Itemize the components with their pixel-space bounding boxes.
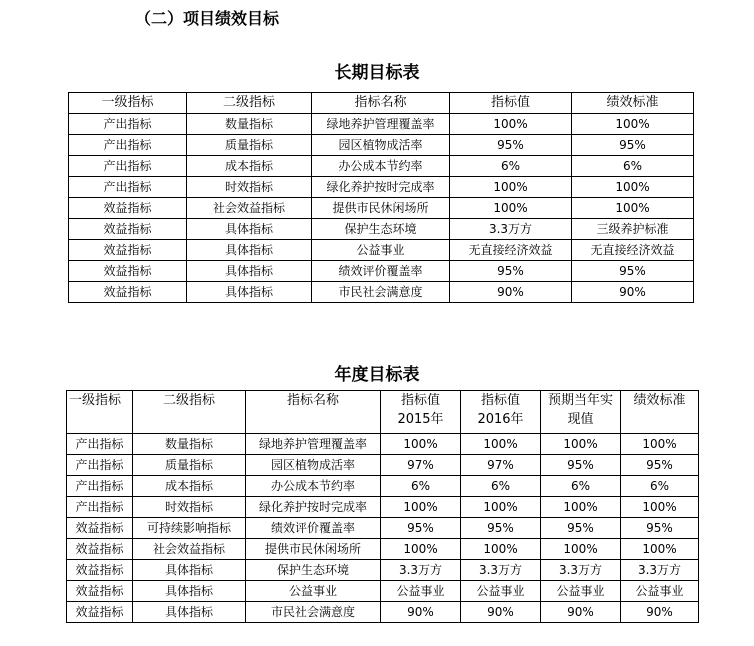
section-heading: （二）项目绩效目标: [135, 9, 280, 28]
table-cell: 100%: [461, 497, 541, 518]
table-cell: 100%: [461, 434, 541, 455]
table-cell: 95%: [621, 518, 699, 539]
table-row: [69, 198, 694, 219]
table-header-row: [67, 391, 699, 434]
table-cell: 90%: [572, 282, 694, 303]
table-cell: 公益事业: [461, 581, 541, 602]
table-cell: 95%: [450, 261, 572, 282]
table-cell: 100%: [450, 114, 572, 135]
table-cell: 95%: [541, 518, 621, 539]
table-cell: 3.3万方: [541, 560, 621, 581]
table-cell: 效益指标: [67, 539, 133, 560]
table-row: [69, 282, 694, 303]
table-cell: 100%: [461, 539, 541, 560]
table-cell: 效益指标: [69, 261, 187, 282]
col-header-indicator-value: 指标值: [450, 93, 572, 114]
table-cell: 97%: [461, 455, 541, 476]
table-row: [69, 114, 694, 135]
table-cell: 3.3万方: [450, 219, 572, 240]
table-cell: 6%: [381, 476, 461, 497]
col-header-value-2015: 指标值 2015年: [381, 391, 461, 434]
annual-table: [66, 390, 699, 623]
table-row: [67, 497, 699, 518]
table-cell: 无直接经济效益: [450, 240, 572, 261]
table-cell: 保护生态环境: [246, 560, 381, 581]
table-row: [69, 261, 694, 282]
table-cell: 公益事业: [312, 240, 450, 261]
table-cell: 100%: [621, 434, 699, 455]
long-term-table-title: 长期目标表: [334, 63, 420, 83]
table-cell: 90%: [381, 602, 461, 623]
table-cell: 成本指标: [187, 156, 312, 177]
table-cell: 产出指标: [67, 455, 133, 476]
table-cell: 95%: [450, 135, 572, 156]
table-row: [67, 581, 699, 602]
table-row: [69, 219, 694, 240]
table-cell: 6%: [450, 156, 572, 177]
table-cell: 园区植物成活率: [312, 135, 450, 156]
table-cell: 95%: [572, 135, 694, 156]
table-cell: 可持续影响指标: [133, 518, 246, 539]
table-cell: 100%: [450, 177, 572, 198]
table-cell: 3.3万方: [461, 560, 541, 581]
table-cell: 90%: [621, 602, 699, 623]
table-cell: 3.3万方: [381, 560, 461, 581]
table-row: [67, 602, 699, 623]
table-cell: 100%: [381, 539, 461, 560]
table-cell: 90%: [450, 282, 572, 303]
table-cell: 绿地养护管理覆盖率: [246, 434, 381, 455]
table-cell: 97%: [381, 455, 461, 476]
table-row: [69, 135, 694, 156]
table-cell: 效益指标: [69, 219, 187, 240]
table-cell: 公益事业: [541, 581, 621, 602]
col-header-indicator-name: 指标名称: [312, 93, 450, 114]
table-cell: 质量指标: [133, 455, 246, 476]
table-cell: 90%: [461, 602, 541, 623]
table-cell: 效益指标: [69, 282, 187, 303]
table-cell: 产出指标: [69, 177, 187, 198]
table-cell: 具体指标: [133, 581, 246, 602]
table-cell: 6%: [541, 476, 621, 497]
table-cell: 社会效益指标: [187, 198, 312, 219]
table-cell: 具体指标: [187, 240, 312, 261]
table-cell: 公益事业: [246, 581, 381, 602]
table-cell: 100%: [621, 497, 699, 518]
table-cell: 保护生态环境: [312, 219, 450, 240]
table-cell: 100%: [621, 539, 699, 560]
table-header-row: [69, 93, 694, 114]
table-cell: 100%: [572, 198, 694, 219]
table-cell: 办公成本节约率: [246, 476, 381, 497]
table-cell: 6%: [572, 156, 694, 177]
table-cell: 100%: [572, 114, 694, 135]
col-header-indicator-name: 指标名称: [246, 391, 381, 434]
table-cell: 质量指标: [187, 135, 312, 156]
table-cell: 绩效评价覆盖率: [312, 261, 450, 282]
table-cell: 具体指标: [187, 282, 312, 303]
table-cell: 效益指标: [69, 198, 187, 219]
table-row: [69, 240, 694, 261]
table-cell: 绿地养护管理覆盖率: [312, 114, 450, 135]
table-cell: 95%: [381, 518, 461, 539]
col-header-level1: 一级指标: [67, 391, 133, 434]
table-cell: 产出指标: [69, 156, 187, 177]
table-cell: 数量指标: [133, 434, 246, 455]
table-cell: 100%: [381, 434, 461, 455]
table-cell: 产出指标: [69, 135, 187, 156]
table-cell: 100%: [541, 434, 621, 455]
table-cell: 成本指标: [133, 476, 246, 497]
table-row: [67, 476, 699, 497]
table-cell: 100%: [541, 539, 621, 560]
table-cell: 办公成本节约率: [312, 156, 450, 177]
table-cell: 6%: [621, 476, 699, 497]
table-cell: 提供市民休闲场所: [246, 539, 381, 560]
table-cell: 绩效评价覆盖率: [246, 518, 381, 539]
table-cell: 绿化养护按时完成率: [312, 177, 450, 198]
table-cell: 95%: [541, 455, 621, 476]
table-cell: 时效指标: [187, 177, 312, 198]
col-header-level2: 二级指标: [133, 391, 246, 434]
table-row: [67, 434, 699, 455]
annual-table-title: 年度目标表: [334, 365, 420, 385]
table-cell: 效益指标: [67, 602, 133, 623]
table-cell: 6%: [461, 476, 541, 497]
col-header-level2: 二级指标: [187, 93, 312, 114]
table-cell: 绿化养护按时完成率: [246, 497, 381, 518]
col-header-performance-standard: 绩效标准: [621, 391, 699, 434]
table-row: [67, 455, 699, 476]
table-cell: 100%: [381, 497, 461, 518]
table-cell: 园区植物成活率: [246, 455, 381, 476]
table-cell: 无直接经济效益: [572, 240, 694, 261]
table-cell: 时效指标: [133, 497, 246, 518]
table-cell: 公益事业: [621, 581, 699, 602]
table-cell: 100%: [541, 497, 621, 518]
table-cell: 产出指标: [67, 434, 133, 455]
table-cell: 100%: [572, 177, 694, 198]
table-row: [67, 560, 699, 581]
table-cell: 公益事业: [381, 581, 461, 602]
table-cell: 市民社会满意度: [312, 282, 450, 303]
table-cell: 社会效益指标: [133, 539, 246, 560]
table-cell: 95%: [572, 261, 694, 282]
table-row: [67, 518, 699, 539]
table-cell: 效益指标: [67, 518, 133, 539]
table-cell: 市民社会满意度: [246, 602, 381, 623]
table-cell: 具体指标: [187, 219, 312, 240]
long-term-table: [68, 92, 694, 303]
table-row: [69, 156, 694, 177]
col-header-performance-standard: 绩效标准: [572, 93, 694, 114]
table-cell: 效益指标: [69, 240, 187, 261]
table-cell: 效益指标: [67, 560, 133, 581]
table-cell: 90%: [541, 602, 621, 623]
table-cell: 产出指标: [67, 497, 133, 518]
table-cell: 3.3万方: [621, 560, 699, 581]
col-header-level1: 一级指标: [69, 93, 187, 114]
col-header-expected-value: 预期当年实现值: [541, 391, 621, 434]
table-cell: 具体指标: [133, 602, 246, 623]
table-cell: 95%: [461, 518, 541, 539]
table-cell: 产出指标: [67, 476, 133, 497]
table-cell: 数量指标: [187, 114, 312, 135]
table-cell: 具体指标: [133, 560, 246, 581]
table-cell: 具体指标: [187, 261, 312, 282]
table-cell: 效益指标: [67, 581, 133, 602]
table-cell: 95%: [621, 455, 699, 476]
table-row: [67, 539, 699, 560]
table-row: [69, 177, 694, 198]
table-cell: 三级养护标准: [572, 219, 694, 240]
table-cell: 产出指标: [69, 114, 187, 135]
col-header-value-2016: 指标值 2016年: [461, 391, 541, 434]
table-cell: 100%: [450, 198, 572, 219]
table-cell: 提供市民休闲场所: [312, 198, 450, 219]
